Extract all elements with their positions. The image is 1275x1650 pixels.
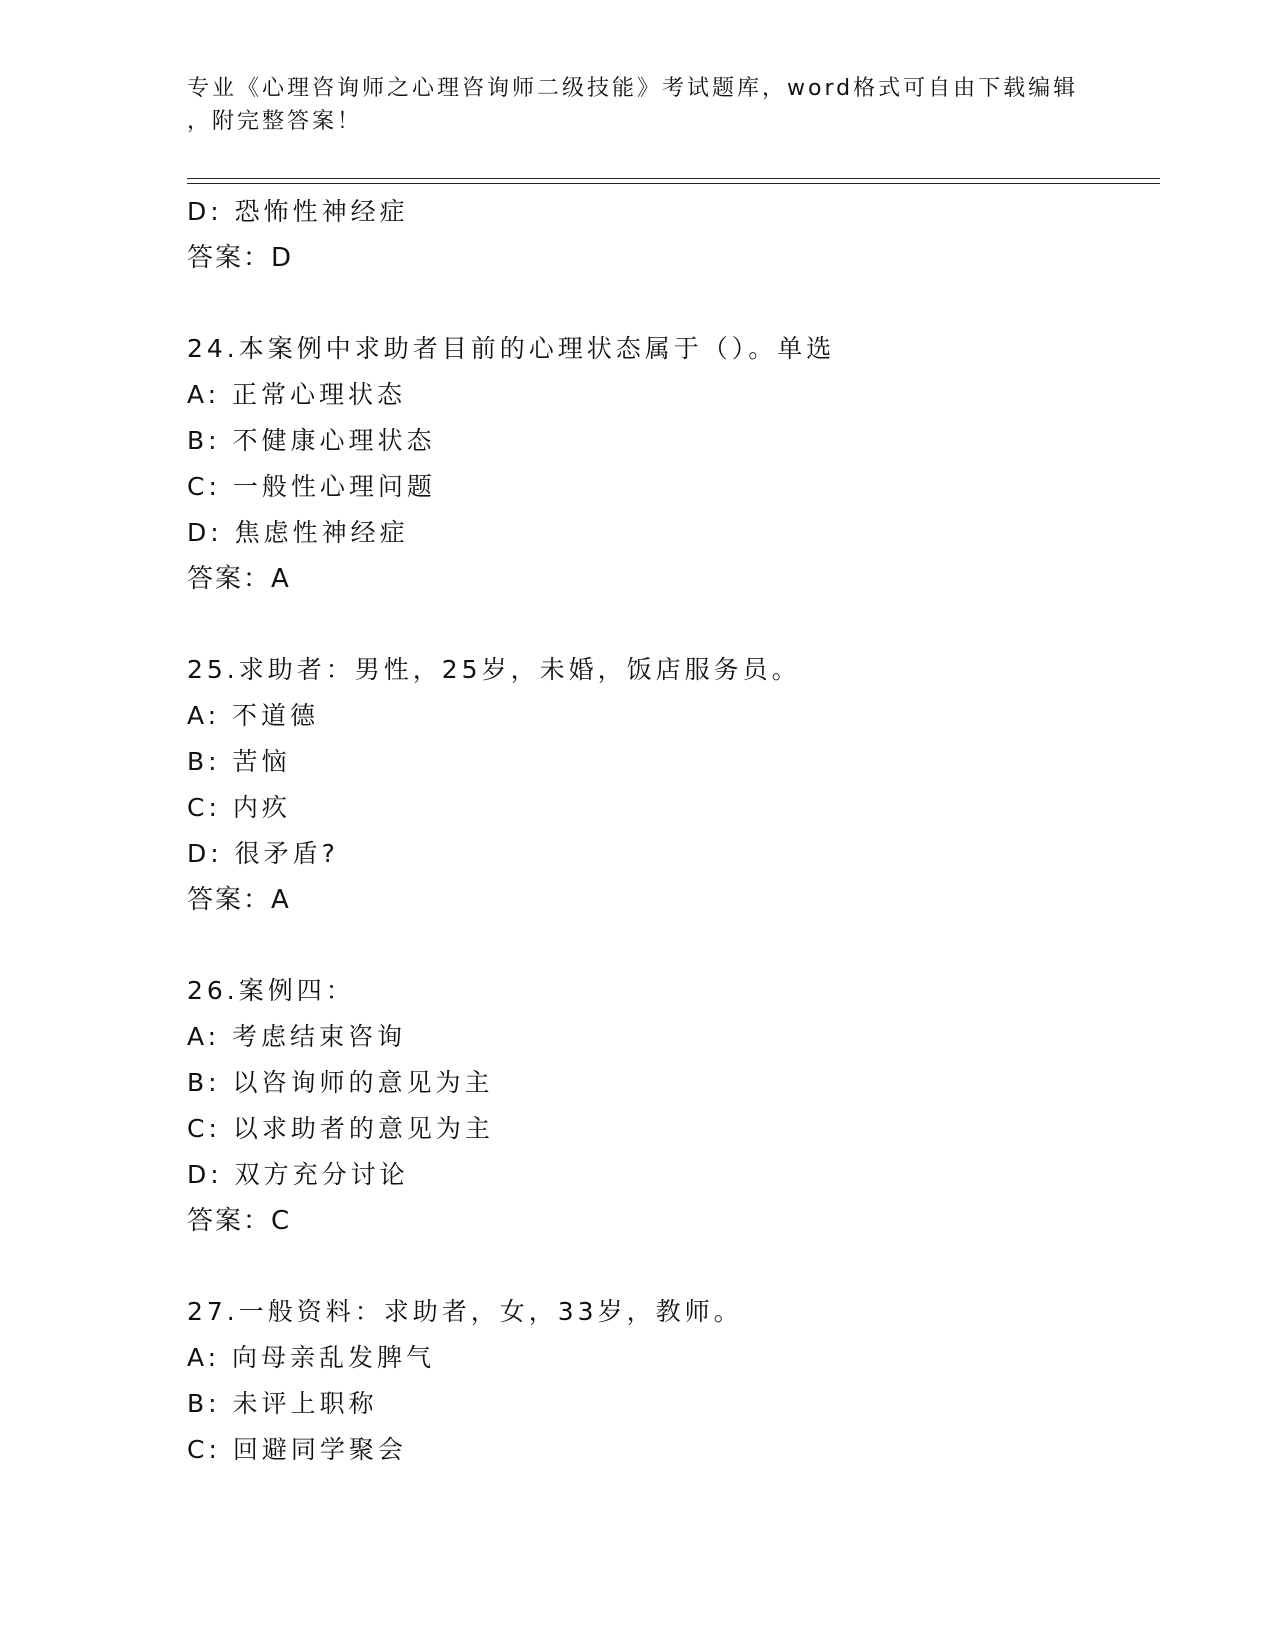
answer-line: 答案：A (187, 564, 291, 594)
question-title: 27.一般资料：求助者，女，33岁，教师。 (187, 1297, 743, 1326)
option-b: B: 以咨询师的意见为主 (187, 1068, 494, 1097)
answer-line: 答案：A (187, 885, 291, 915)
question-title: 24.本案例中求助者目前的心理状态属于（）。单选 (187, 334, 836, 363)
option-d: D: 双方充分讨论 (187, 1160, 409, 1189)
option-a: A: 不道德 (187, 701, 320, 730)
question-title: 26.案例四： (187, 976, 355, 1005)
option-a: A: 向母亲乱发脾气 (187, 1343, 436, 1372)
question-spacer (187, 281, 1137, 326)
option-a: A: 考虑结束咨询 (187, 1022, 407, 1051)
header-title-line: 专业《心理咨询师之心理咨询师二级技能》考试题库，word格式可自由下载编辑 (187, 76, 1079, 101)
answer-line: 答案：D (187, 243, 294, 273)
header-divider-top (187, 178, 1160, 179)
option-c: C: 内疚 (187, 793, 291, 822)
option-c: C: 一般性心理问题 (187, 472, 436, 501)
document-header (187, 72, 1087, 138)
option-d: D: 很矛盾? (187, 839, 339, 868)
option-b: B: 未评上职称 (187, 1389, 378, 1418)
option-b: B: 苦恼 (187, 747, 291, 776)
answer-line: 答案：C (187, 1206, 292, 1236)
question-spacer (187, 1244, 1137, 1289)
question-spacer (187, 602, 1137, 647)
header-title-continuation: ，附完整答案！ (187, 109, 363, 134)
option-a: A: 正常心理状态 (187, 380, 407, 409)
option-c: C: 以求助者的意见为主 (187, 1114, 494, 1143)
header-divider-bottom (187, 183, 1160, 184)
option-d: D: 焦虑性神经症 (187, 518, 409, 547)
question-title: 25.求助者：男性，25岁，未婚，饭店服务员。 (187, 655, 801, 684)
option-d: D: 恐怖性神经症 (187, 197, 409, 226)
option-c: C: 回避同学聚会 (187, 1435, 407, 1464)
question-list (187, 189, 1137, 1473)
question-spacer (187, 923, 1137, 968)
option-b: B: 不健康心理状态 (187, 426, 436, 455)
